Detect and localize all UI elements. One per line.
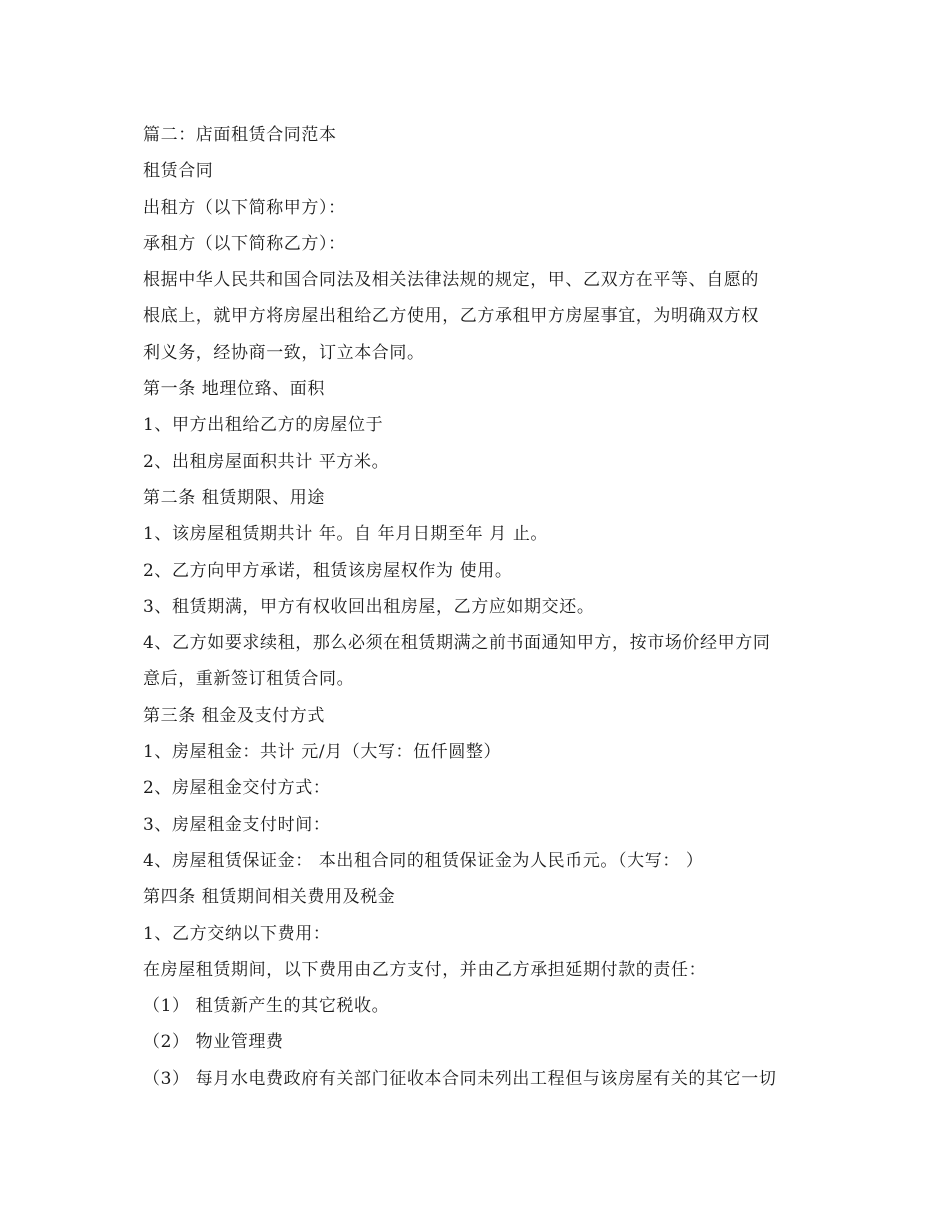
text-line: 出租方（以下简称甲方）：	[143, 197, 346, 218]
text-line: 3、房屋租金支付时间：	[143, 814, 331, 835]
text-line: 3、租赁期满，甲方有权收回出租房屋，乙方应如期交还。	[143, 596, 595, 617]
text-line: （2） 物业管理费	[143, 1032, 284, 1053]
text-line: 在房屋租赁期间，以下费用由乙方支付，并由乙方承担延期付款的责任：	[143, 959, 707, 980]
text-line: 根底上，就甲方将房屋出租给乙方使用，乙方承租甲方房屋事宜，为明确双方权	[143, 306, 759, 327]
text-line: 第二条 租赁期限、用途	[143, 487, 326, 508]
text-line: 4、房屋租赁保证金： 本出租合同的租赁保证金为人民币元。（大写： ）	[143, 850, 704, 871]
text-line: 利义务，经协商一致，订立本合同。	[143, 342, 425, 363]
text-line: 承租方（以下简称乙方）：	[143, 233, 346, 254]
text-line: 1、房屋租金：共计 元/月（大写：伍仟圆整）	[143, 742, 502, 763]
text-line: 意后，重新签订租赁合同。	[143, 669, 355, 690]
text-line: 2、出租房屋面积共计 平方米。	[143, 451, 390, 472]
text-line: （1） 租赁新产生的其它税收。	[143, 996, 390, 1017]
text-line: 2、乙方向甲方承诺，租赁该房屋权作为 使用。	[143, 560, 513, 581]
text-line: 第三条 租金及支付方式	[143, 705, 326, 726]
text-line: 1、该房屋租赁期共计 年。自 年月日期至年 月 止。	[143, 524, 549, 545]
text-line: 第四条 租赁期间相关费用及税金	[143, 887, 396, 908]
text-line: 4、乙方如要求续租，那么必须在租赁期满之前书面通知甲方，按市场价经甲方同	[143, 633, 771, 654]
document-heading: 篇二：店面租赁合同范本	[143, 125, 337, 145]
contract-title: 租赁合同	[143, 161, 214, 182]
text-line: 第一条 地理位臵、面积	[143, 379, 326, 400]
text-line: 2、房屋租金交付方式：	[143, 778, 331, 799]
document-body	[143, 117, 833, 1097]
text-line: 根据中华人民共和国合同法及相关法律法规的规定，甲、乙双方在平等、自愿的	[143, 270, 759, 291]
text-line: 1、甲方出租给乙方的房屋位于	[143, 415, 384, 436]
text-line: 1、乙方交纳以下费用：	[143, 923, 331, 944]
text-line: （3） 每月水电费政府有关部门征收本合同未列出工程但与该房屋有关的其它一切	[143, 1068, 777, 1089]
